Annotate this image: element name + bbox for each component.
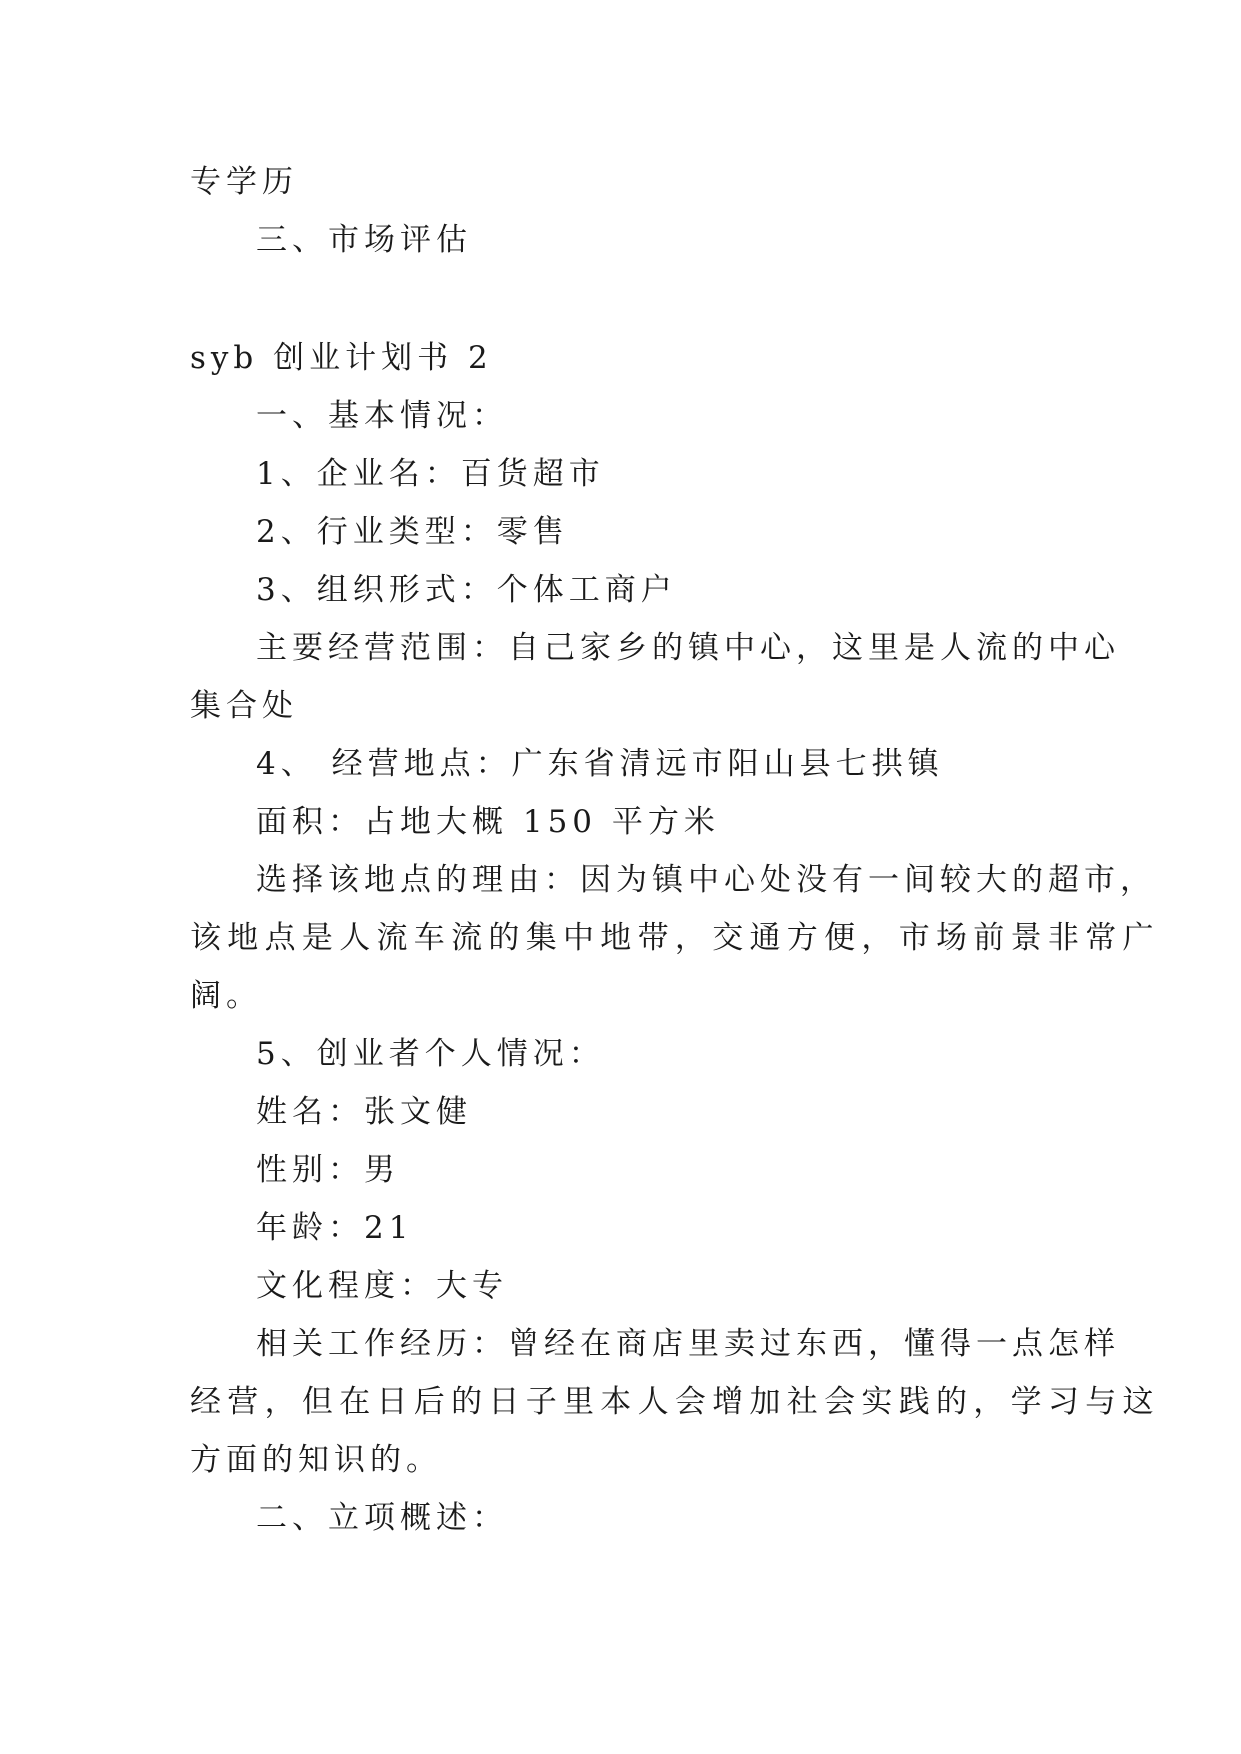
text-line: 集合处 bbox=[190, 688, 298, 724]
text-line: 经营，但在日后的日子里本人会增加社会实践的，学习与这 bbox=[190, 1384, 1160, 1420]
text-line: 阔。 bbox=[190, 978, 262, 1014]
text-line: 1、企业名：百货超市 bbox=[256, 456, 605, 492]
text-line: 专学历 bbox=[190, 164, 298, 200]
text-line: 相关工作经历：曾经在商店里卖过东西，懂得一点怎样 bbox=[256, 1326, 1120, 1362]
text-line: 3、组织形式：个体工商户 bbox=[256, 572, 677, 608]
section-heading: 一、基本情况： bbox=[256, 398, 508, 434]
text-line: 该地点是人流车流的集中地带，交通方便，市场前景非常广 bbox=[190, 920, 1160, 956]
text-line: 5、创业者个人情况： bbox=[256, 1036, 605, 1072]
text-line: 面积：占地大概 150 平方米 bbox=[256, 804, 720, 840]
text-line: 主要经营范围：自己家乡的镇中心，这里是人流的中心 bbox=[256, 630, 1120, 666]
text-line: 文化程度：大专 bbox=[256, 1268, 508, 1304]
text-line: 选择该地点的理由：因为镇中心处没有一间较大的超市， bbox=[256, 862, 1156, 898]
text-line: 方面的知识的。 bbox=[190, 1442, 442, 1478]
text-line: 4、 经营地点：广东省清远市阳山县七拱镇 bbox=[256, 746, 944, 782]
text-line: 2、行业类型：零售 bbox=[256, 514, 569, 550]
text-line: 性别：男 bbox=[256, 1152, 400, 1188]
text-line: 姓名：张文健 bbox=[256, 1094, 472, 1130]
section-heading: 三、市场评估 bbox=[256, 222, 472, 258]
section-heading: 二、立项概述： bbox=[256, 1500, 508, 1536]
document-title: syb 创业计划书 2 bbox=[190, 340, 493, 376]
text-line: 年龄：21 bbox=[256, 1210, 414, 1246]
